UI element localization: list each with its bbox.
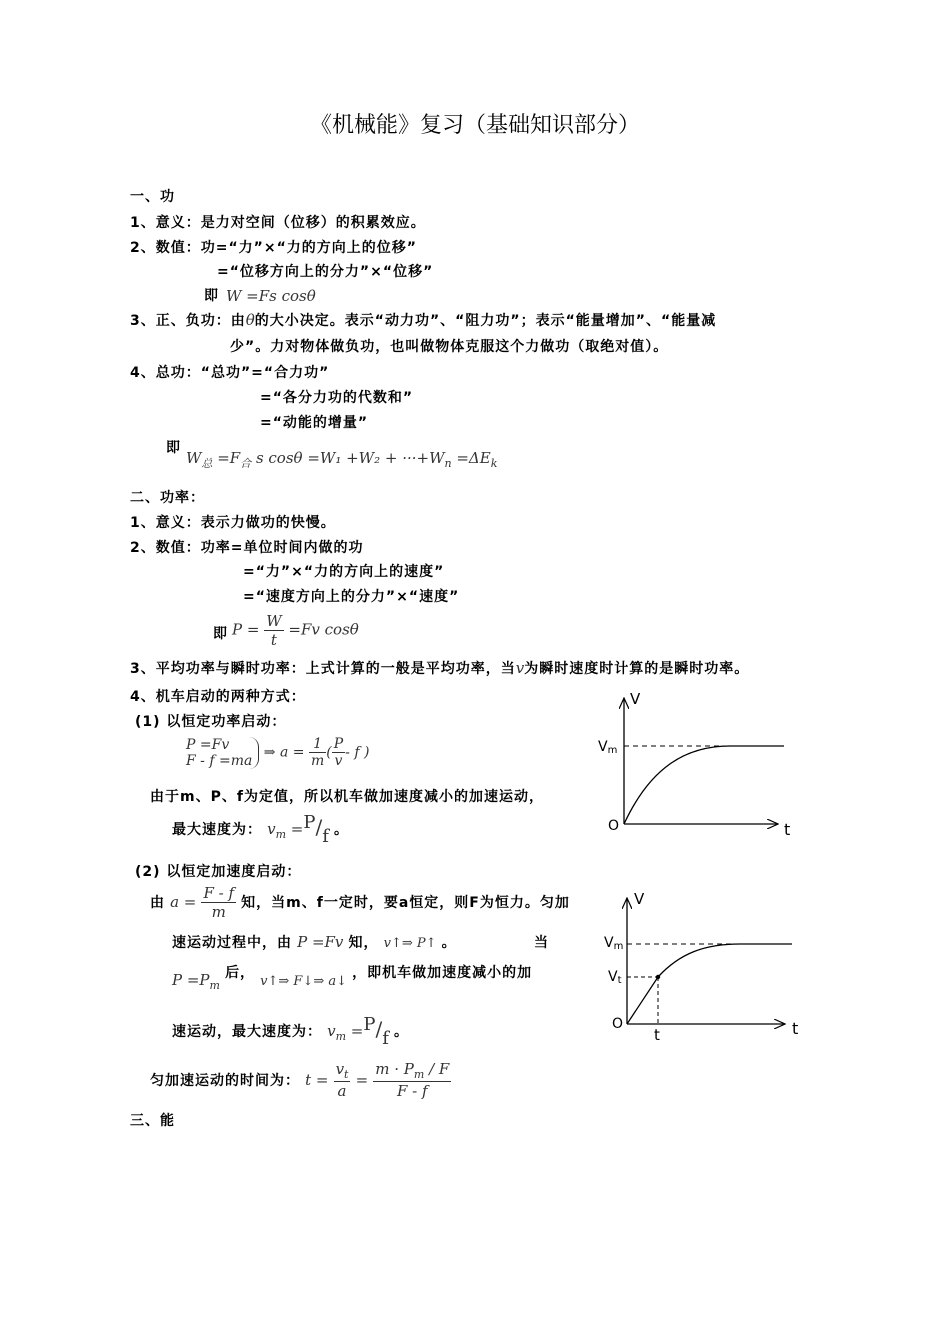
max-speed-1 — [172, 812, 349, 847]
total-work: 4、总功：“总功”=“合力功” — [130, 365, 330, 381]
pf-fraction — [264, 612, 283, 649]
work-meaning: 1、意义：是力对空间（位移）的积累效应。 — [130, 215, 426, 231]
g2-curve — [627, 944, 792, 1024]
work-value: 2、数值：功=“力”×“力的方向上的位移” — [130, 240, 418, 256]
ca-implies: v↑⇒ P↑ — [383, 936, 437, 951]
power-value-alt2: =“速度方向上的分力”×“速度” — [243, 589, 460, 605]
max-speed-formula: $v_m =P/f$ — [267, 812, 329, 847]
g2-vm-sub: m — [613, 941, 624, 952]
eq-frac2-num: P — [333, 736, 344, 752]
eq-frac2-den: v — [332, 752, 345, 769]
ca-pfv: P =Fv — [297, 933, 344, 951]
vm2-p: P — [363, 1014, 376, 1035]
tw-sub3: n — [444, 457, 452, 470]
at-a: a — [334, 1081, 351, 1100]
pf-num: W — [266, 612, 282, 630]
page-title: 《机械能》复习（基础知识部分） — [309, 113, 640, 138]
ca-zhi: 知， — [348, 935, 379, 951]
max-speed-label: 最大速度为： — [172, 822, 262, 838]
power-value-alt1: =“力”×“力的方向上的速度” — [243, 564, 445, 580]
ca-hou: 后， — [225, 965, 256, 981]
at-frac1 — [334, 1060, 351, 1100]
eq-frac1 — [309, 736, 326, 769]
tw-d: =ΔE — [451, 449, 491, 467]
theta-symbol: θ — [245, 311, 255, 329]
vm-v: v — [267, 820, 276, 838]
eq-frac1-num: 1 — [313, 736, 323, 752]
ca-frac-den: m — [201, 902, 236, 921]
total-work-alt1: =“各分力功的代数和” — [260, 390, 414, 406]
const-accel-line1 — [150, 884, 570, 921]
ca-frac-num: F - f — [203, 884, 235, 902]
at-frac2-num — [373, 1060, 451, 1081]
tw-sub4: k — [490, 457, 498, 470]
vm-f: f — [322, 826, 329, 847]
g2-vt-v: V — [608, 969, 618, 985]
section-1-heading: 一、功 — [130, 189, 175, 205]
const-power-heading: (1) 以恒定功率启动： — [135, 714, 287, 730]
work-formula: W =Fs cosθ — [226, 287, 316, 305]
period: 。 — [334, 822, 349, 838]
at-mp-sub: m — [413, 1068, 425, 1081]
graph-constant-accel — [600, 888, 815, 1048]
eq-p-fv: P =Fv — [186, 736, 230, 753]
power-value: 2、数值：功率=单位时间内做的功 — [130, 540, 364, 556]
g2-point — [656, 975, 660, 979]
g1-vm-v: V — [598, 739, 608, 755]
avg-label: 3、平均功率与瞬时功率：上式计算的一般是平均功率，当 — [130, 661, 516, 677]
tw-sub1: 总 — [201, 457, 213, 470]
g1-ylabel: V — [630, 690, 641, 708]
at-mp: m · P — [375, 1060, 414, 1078]
g2-vt-sub: t — [617, 975, 622, 986]
vm2-eq: = — [346, 1022, 364, 1040]
ca-max-label: 速运动，最大速度为： — [172, 1024, 322, 1040]
vm-sub: m — [275, 828, 287, 841]
ca-p-pm-sub: m — [209, 979, 220, 992]
at-vt-sub: t — [344, 1068, 349, 1081]
ca-text3: ，即机车做加速度减小的加 — [352, 965, 533, 981]
ca-dang: 当 — [534, 935, 549, 951]
vm-p: P — [303, 812, 316, 833]
const-accel-heading: (2) 以恒定加速度启动： — [135, 864, 302, 880]
pf-a: P = — [232, 620, 260, 639]
total-work-formula — [186, 449, 497, 471]
pos-neg-label: 3、正、负功：由 — [130, 313, 246, 329]
at-overf: / F — [424, 1060, 450, 1078]
avg-inst-power — [130, 658, 749, 678]
at-ff: F - f — [373, 1081, 451, 1100]
vm-eq: = — [286, 820, 304, 838]
g1-xlabel: t — [784, 820, 791, 839]
vm2-v: v — [327, 1022, 336, 1040]
g2-xlabel: t — [792, 1019, 799, 1038]
pf-b: =Fv cosθ — [288, 620, 359, 639]
const-accel-line3 — [172, 962, 532, 992]
at-frac1-num — [334, 1060, 351, 1081]
at-vt: v — [335, 1060, 345, 1078]
ca-you: 由 — [150, 895, 165, 911]
ca-text1: 知，当m、f一定时，要a恒定，则F为恒力。匀加 — [241, 895, 570, 911]
ca-p-pm — [172, 971, 220, 992]
period-2: 。 — [394, 1024, 409, 1040]
g2-vm-v: V — [604, 935, 614, 951]
equation-system — [186, 737, 259, 769]
g1-vm-label — [598, 739, 617, 756]
pos-neg-work-line2: 少”。力对物体做负功，也叫做物体克服这个力做功（取绝对值）。 — [230, 339, 669, 355]
max-speed-2 — [172, 1014, 409, 1049]
power-formula — [232, 612, 359, 649]
section-3-heading: 三、能 — [130, 1113, 175, 1129]
ca-p-pm-a: P =P — [172, 971, 210, 989]
g1-vm-sub: m — [607, 745, 618, 756]
ca-max-formula: $v_m =P/f$ — [327, 1014, 389, 1049]
tw-sub2: 合 — [240, 457, 252, 470]
total-work-alt2: =“动能的增量” — [260, 415, 369, 431]
eq-arrow: ⇒ a = — [263, 744, 305, 761]
tw-a: W — [186, 449, 202, 467]
at-t: t = — [305, 1071, 329, 1089]
pf-den: t — [264, 630, 283, 649]
const-accel-line2 — [172, 932, 457, 952]
eq-frac2 — [332, 736, 345, 769]
g2-vm-label — [604, 935, 623, 952]
vm2-f: f — [382, 1028, 389, 1049]
const-power-note: 由于m、P、f为定值，所以机车做加速度减小的加速运动， — [150, 789, 544, 805]
power-formula-label: 即 — [213, 626, 228, 642]
work-value-alt: =“位移方向上的分力”×“位移” — [217, 264, 434, 280]
tw-c: s cosθ =W₁ +W₂ + ···+W — [251, 449, 445, 467]
ca-a-eq: a = — [170, 893, 197, 911]
eq-frac1-den: m — [310, 753, 325, 769]
eq-newton: F - f =ma — [186, 752, 253, 769]
avg-text: 为瞬时速度时计算的是瞬时功率。 — [524, 661, 750, 677]
v-symbol: v — [515, 659, 525, 677]
pos-neg-text: 的大小决定。表示“动力功”、“阻力功”；表示“能量增加”、“能量减 — [254, 313, 717, 329]
at-frac2 — [373, 1060, 451, 1100]
vm2-sub: m — [335, 1030, 347, 1043]
power-meaning: 1、意义：表示力做功的快慢。 — [130, 515, 336, 531]
g2-origin: O — [612, 1016, 624, 1032]
g2-t-label: t — [654, 1026, 660, 1044]
graph-constant-power — [590, 688, 810, 848]
at-label: 匀加速运动的时间为： — [150, 1073, 300, 1089]
g1-origin: O — [608, 818, 620, 834]
total-work-formula-label: 即 — [166, 440, 181, 456]
ca-chain: v↑⇒ F↓⇒ a↓ — [260, 974, 347, 989]
g1-curve — [624, 746, 784, 824]
ca-period: 。 — [441, 935, 457, 951]
const-power-equations — [186, 736, 369, 769]
ca-text2: 速运动过程中，由 — [172, 935, 292, 951]
pos-neg-work-line1 — [130, 310, 716, 330]
g2-ylabel: V — [634, 890, 645, 908]
start-methods: 4、机车启动的两种方式： — [130, 689, 306, 705]
tw-b: =F — [212, 449, 241, 467]
eq-paren: ( — [326, 744, 332, 761]
eq-tail: - f ) — [345, 744, 370, 761]
at-eq: = — [355, 1071, 369, 1089]
ca-frac — [201, 884, 236, 921]
work-formula-label: 即 — [204, 288, 219, 304]
section-2-heading: 二、功率： — [130, 490, 205, 506]
g2-vt-label — [608, 969, 622, 986]
accel-time — [150, 1060, 451, 1100]
